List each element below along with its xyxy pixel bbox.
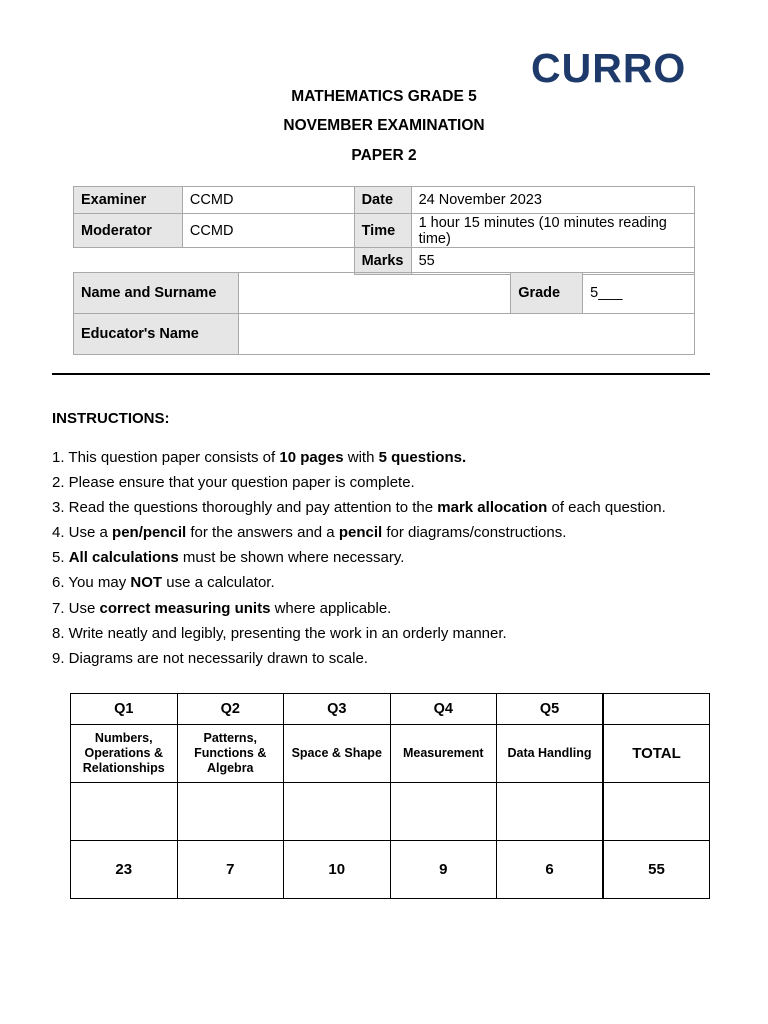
instruction-bold: 5 questions.: [378, 449, 467, 466]
instruction-text: 5.: [52, 549, 69, 567]
marks-value: 55: [411, 248, 694, 275]
name-field[interactable]: [238, 273, 510, 314]
subject-title: MATHEMATICS GRADE 5: [291, 88, 477, 105]
max-mark-cell: 10: [284, 841, 391, 899]
date-label: Date: [354, 187, 411, 214]
grade-label: Grade: [511, 273, 583, 314]
divider-line: [52, 373, 710, 375]
exam-info-table: [73, 186, 695, 275]
instruction-text: 4. Use a: [52, 524, 113, 542]
marks-label: Marks: [354, 248, 411, 275]
instruction-text: for diagrams/constructions.: [382, 524, 567, 542]
topic-cell: Data Handling: [497, 725, 604, 783]
instruction-text: 1. This question paper consists of: [52, 449, 280, 466]
date-value: 24 November 2023: [411, 187, 694, 214]
curro-logo: CURRO: [531, 45, 687, 91]
score-cell[interactable]: [390, 783, 497, 841]
topic-cell: Numbers, Operations & Relationships: [71, 725, 178, 783]
instruction-item: [52, 600, 666, 625]
instruction-text: 9. Diagrams are not necessarily drawn to scale.: [52, 649, 368, 667]
instruction-bold: NOT: [130, 574, 163, 592]
instruction-text: 6. You may: [52, 574, 131, 592]
instruction-item: [52, 574, 666, 599]
instruction-item: [52, 625, 666, 650]
instruction-bold: 10 pages: [279, 449, 344, 466]
topic-cell: Space & Shape: [284, 725, 391, 783]
topic-cell: Measurement: [390, 725, 497, 783]
instructions-list: [52, 449, 666, 675]
question-header: [603, 694, 710, 725]
learner-details-table: [73, 272, 695, 355]
mark-allocation-table: [70, 693, 710, 899]
question-header: Q3: [284, 694, 391, 725]
total-score-cell[interactable]: [603, 783, 710, 841]
instruction-text: for the answers and a: [186, 524, 339, 542]
instruction-bold: pencil: [338, 524, 383, 542]
question-header: Q2: [177, 694, 284, 725]
examiner-value: CCMD: [182, 187, 354, 214]
paper-title: PAPER 2: [351, 147, 417, 164]
time-value: 1 hour 15 minutes (10 minutes reading time): [411, 214, 694, 248]
time-label: Time: [354, 214, 411, 248]
instruction-text: 8. Write neatly and legibly, presenting the work in an orderly manner.: [52, 624, 507, 642]
instruction-item: [52, 449, 666, 474]
max-mark-cell: 23: [71, 841, 178, 899]
name-label: Name and Surname: [74, 273, 239, 314]
instruction-item: [52, 474, 666, 499]
grade-field[interactable]: 5___: [583, 273, 695, 314]
question-header: Q4: [390, 694, 497, 725]
instruction-bold: pen/pencil: [112, 524, 187, 542]
score-cell[interactable]: [177, 783, 284, 841]
instruction-item: [52, 650, 666, 675]
instruction-item: [52, 549, 666, 574]
empty-cell: [74, 248, 355, 275]
topic-cell: Patterns, Functions & Algebra: [177, 725, 284, 783]
instructions-heading: INSTRUCTIONS:: [52, 410, 170, 427]
instruction-text: 2. Please ensure that your question paper is complete.: [52, 474, 415, 492]
instruction-text: where applicable.: [270, 599, 392, 617]
score-cell[interactable]: [497, 783, 604, 841]
moderator-label: Moderator: [74, 214, 183, 248]
instruction-item: [52, 499, 666, 524]
max-mark-cell: 7: [177, 841, 284, 899]
instruction-text: with: [343, 449, 379, 466]
total-mark-cell: 55: [603, 841, 710, 899]
max-mark-cell: 9: [390, 841, 497, 899]
examiner-label: Examiner: [74, 187, 183, 214]
score-cell[interactable]: [71, 783, 178, 841]
instruction-text: use a calculator.: [162, 574, 275, 592]
instruction-text: 3. Read the questions thoroughly and pay attention to the: [52, 499, 438, 517]
educator-field[interactable]: [238, 314, 694, 355]
question-header: Q5: [497, 694, 604, 725]
instruction-bold: All calculations: [68, 549, 179, 567]
instruction-bold: correct measuring units: [99, 599, 271, 617]
total-header: TOTAL: [603, 725, 710, 783]
instruction-item: [52, 524, 666, 549]
instruction-text: must be shown where necessary.: [178, 549, 405, 567]
instruction-text: of each question.: [547, 499, 666, 517]
max-mark-cell: 6: [497, 841, 604, 899]
instruction-text: 7. Use: [52, 599, 100, 617]
educator-label: Educator's Name: [74, 314, 239, 355]
question-header: Q1: [71, 694, 178, 725]
score-cell[interactable]: [284, 783, 391, 841]
exam-title: NOVEMBER EXAMINATION: [283, 117, 485, 134]
instruction-bold: mark allocation: [437, 499, 548, 517]
moderator-value: CCMD: [182, 214, 354, 248]
